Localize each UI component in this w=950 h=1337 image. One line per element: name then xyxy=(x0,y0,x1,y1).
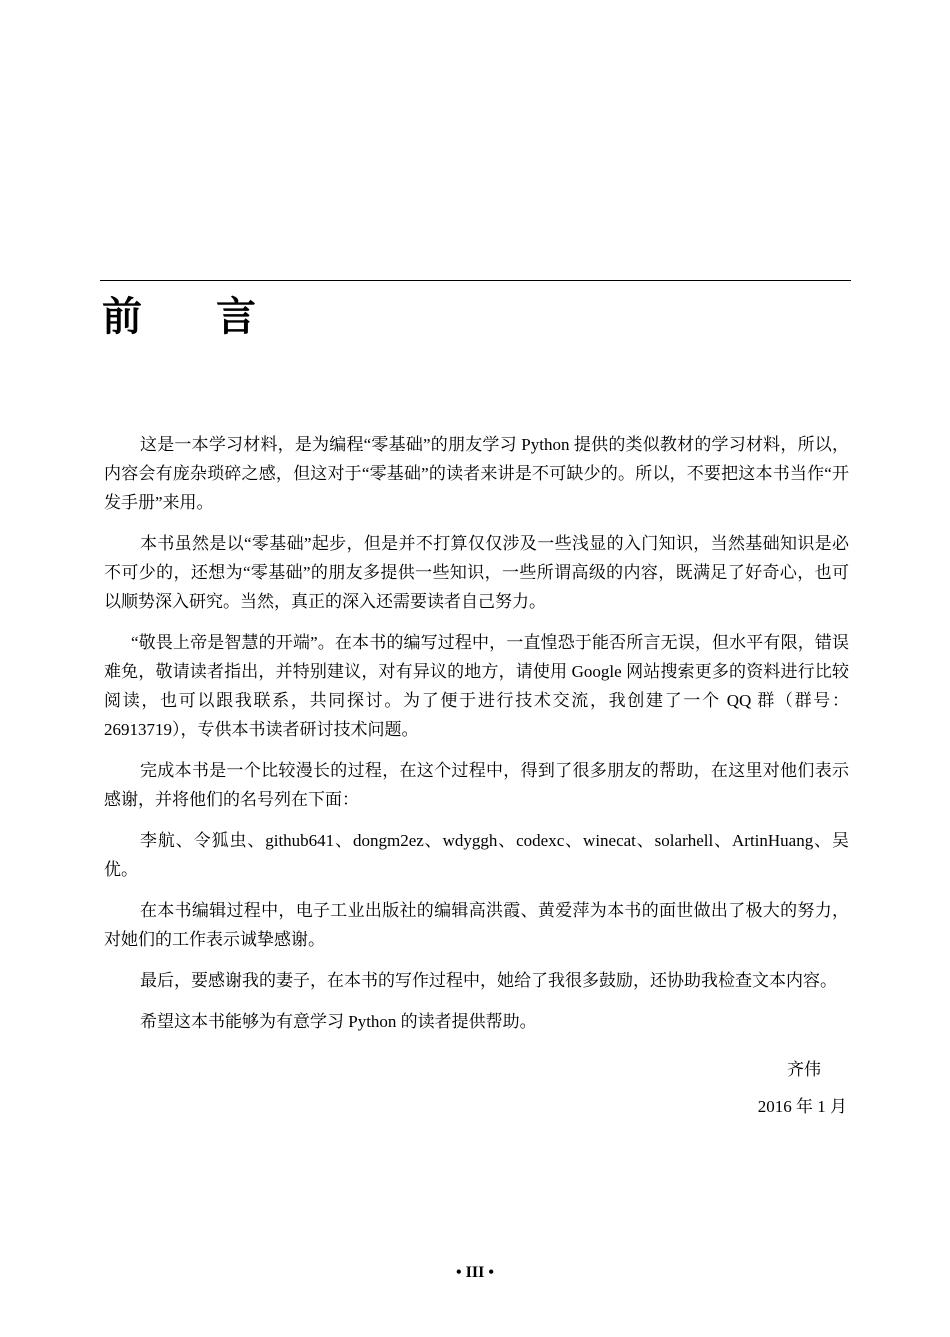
signature-block xyxy=(758,1055,847,1121)
preface-body xyxy=(104,430,849,1048)
author-name: 齐伟 xyxy=(787,1060,821,1079)
paragraph-errata: “敬畏上帝是智慧的开端”。在本书的编写过程中，一直惶恐于能否所言无误，但水平有限，错误难免，敬请读者指出，并特别建议，对有异议的地方，请使用 Google 网站搜索更多的资料进行比较阅读，也可以跟我联系，共同探讨。为了便于进行技术交流，我创建了一个 QQ 群（群号：26913719），专供本书读者研讨技术问题。 xyxy=(104,633,849,739)
title-rule xyxy=(100,280,851,281)
signature-date: 2016 年 1 月 xyxy=(757,1097,847,1116)
paragraph-editors: 在本书编辑过程中，电子工业出版社的编辑高洪霞、黄爱萍为本书的面世做出了极大的努力，对她们的工作表示诚挚感谢。 xyxy=(104,901,849,949)
paragraph-intro: 这是一本学习材料，是为编程“零基础”的朋友学习 Python 提供的类似教材的学习材料，所以，内容会有庞杂琐碎之感，但这对于“零基础”的读者来讲是不可缺少的。所以，不要把这本书当作“开发手册”来用。 xyxy=(104,435,849,512)
paragraph-thanks: 完成本书是一个比较漫长的过程，在这个过程中，得到了很多朋友的帮助，在这里对他们表示感谢，并将他们的名号列在下面： xyxy=(104,761,849,809)
page-title: 前言 xyxy=(102,294,330,340)
paragraph-family: 最后，要感谢我的妻子，在本书的写作过程中，她给了我很多鼓励，还协助我检查文本内容。 xyxy=(140,971,837,990)
paragraph-contributors: 李航、令狐虫、github641、dongm2ez、wdyggh、codexc、winecat、solarhell、ArtinHuang、吴优。 xyxy=(104,831,849,879)
paragraph-scope: 本书虽然是以“零基础”起步，但是并不打算仅仅涉及一些浅显的入门知识，当然基础知识是必不可少的，还想为“零基础”的朋友多提供一些知识，一些所谓高级的内容，既满足了好奇心，也可以顺势深入研究。当然，真正的深入还需要读者自己努力。 xyxy=(104,534,849,611)
page-number: • III • xyxy=(456,1264,494,1281)
paragraph-closing: 希望这本书能够为有意学习 Python 的读者提供帮助。 xyxy=(140,1012,537,1031)
